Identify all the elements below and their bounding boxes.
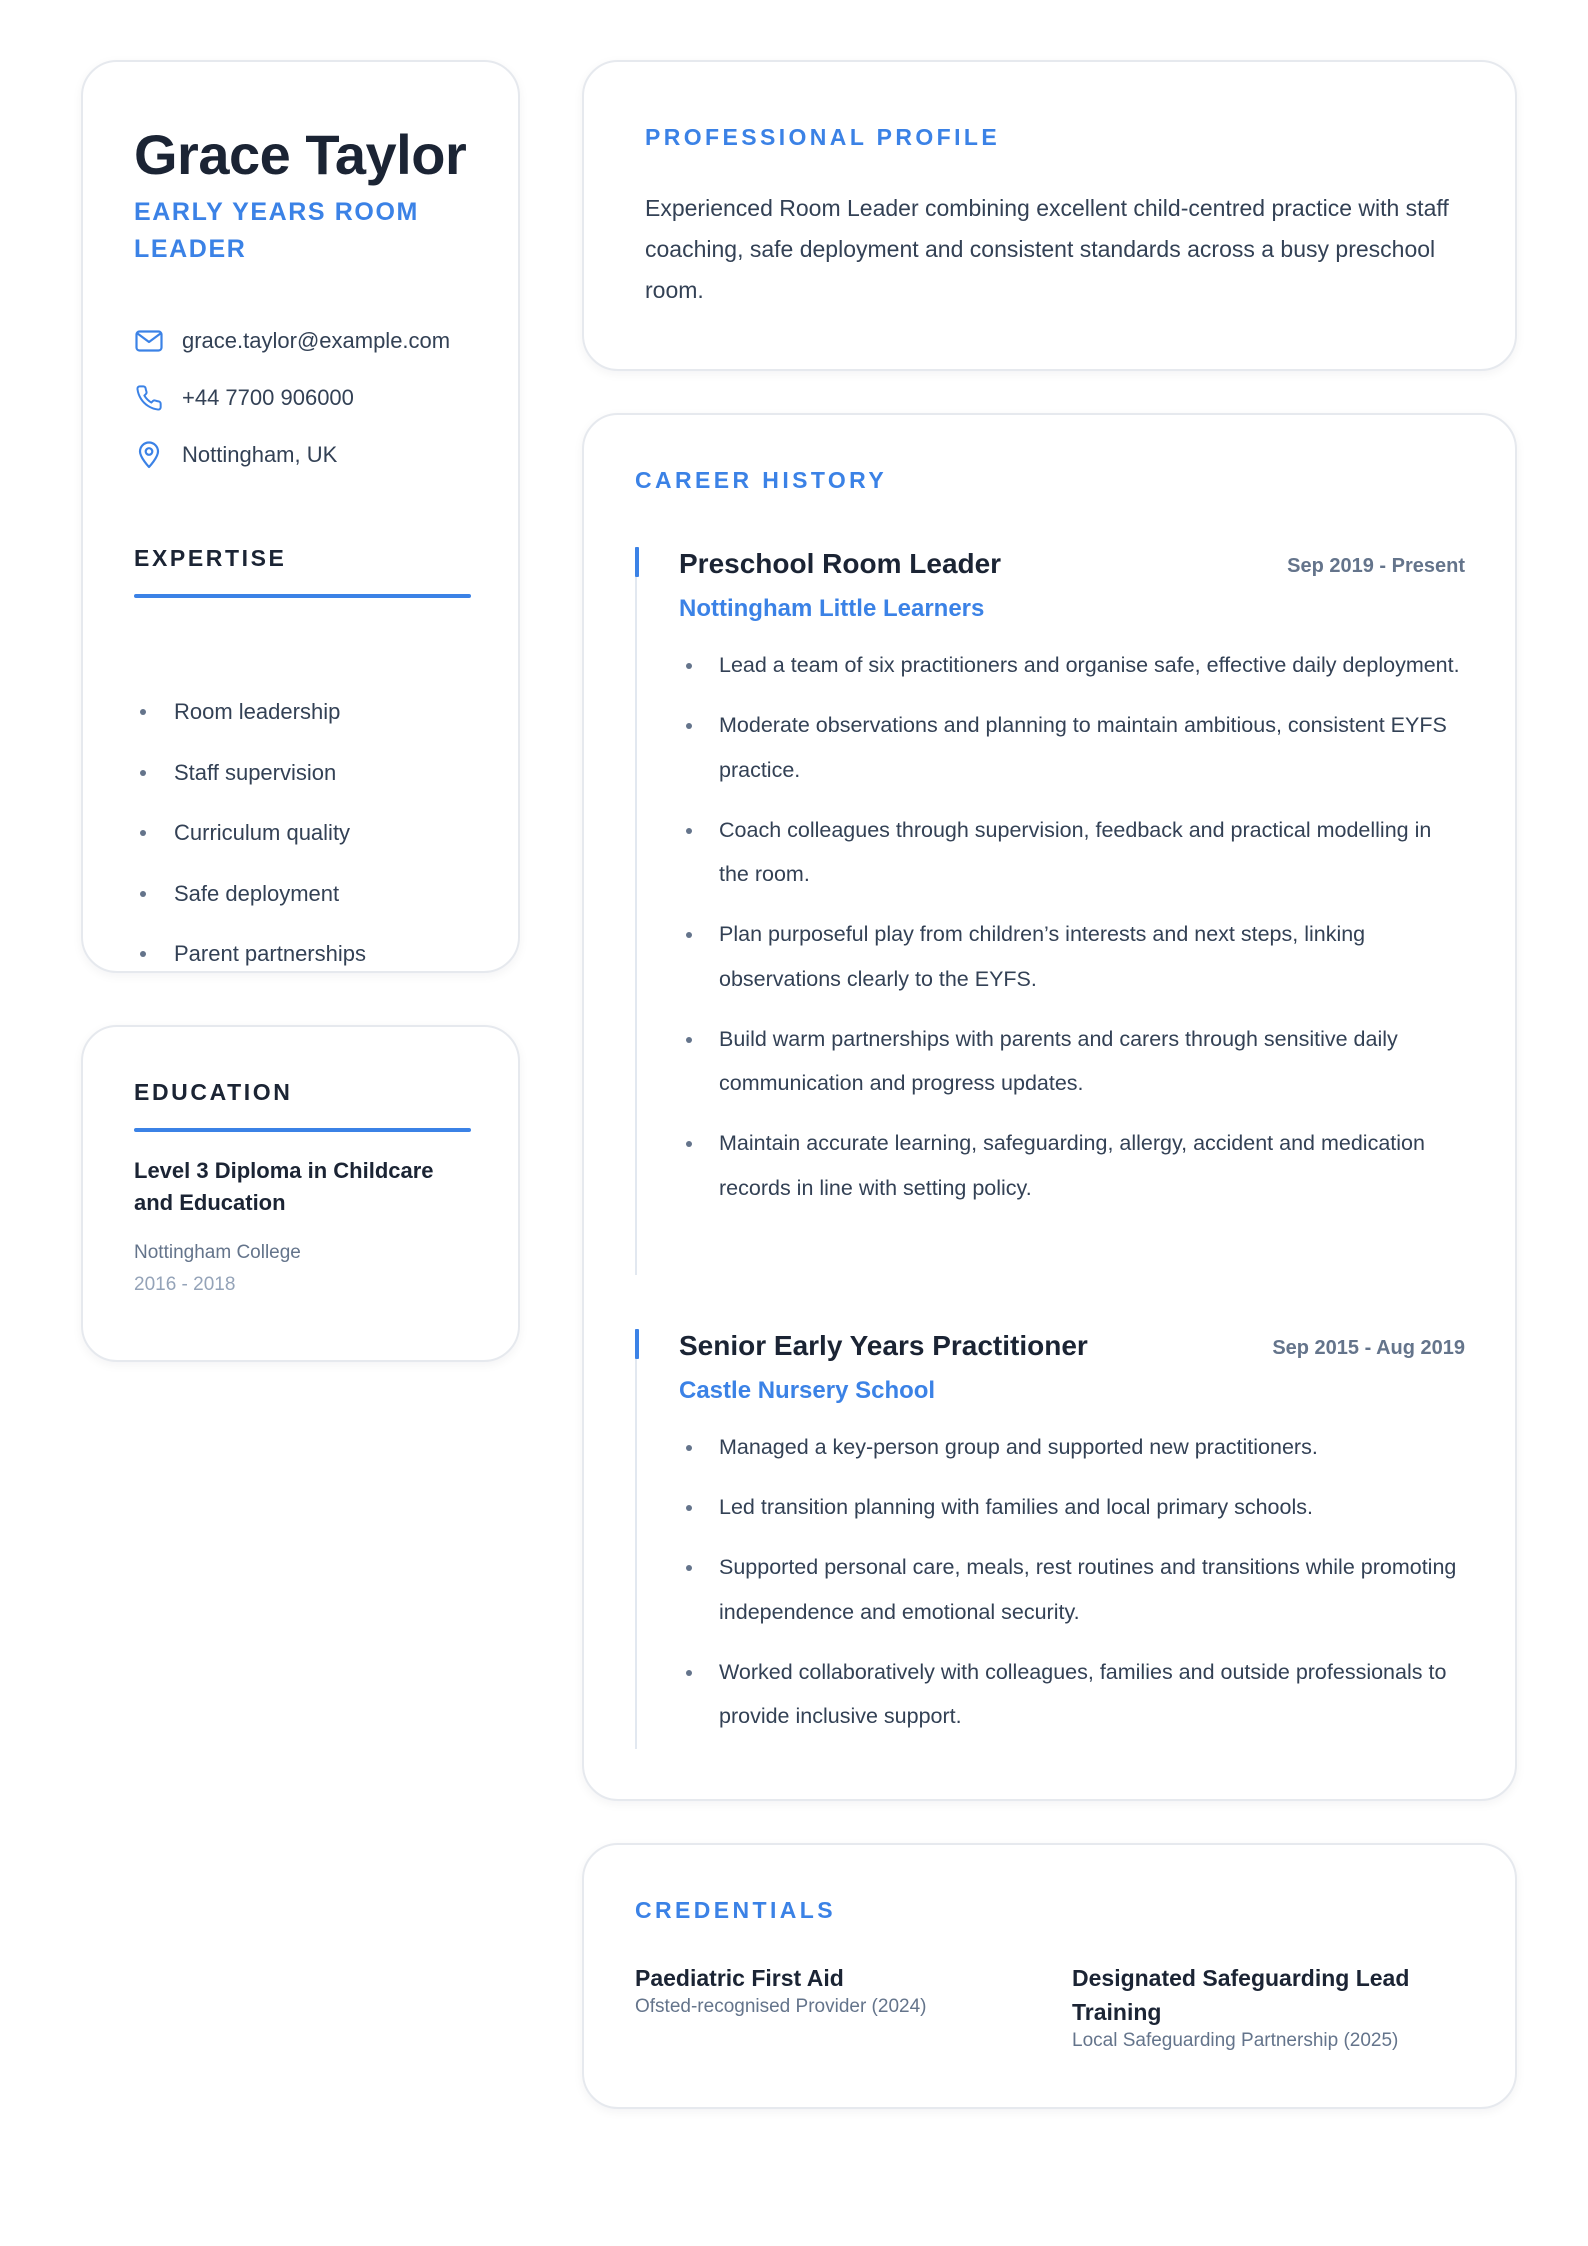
bullet-icon	[140, 951, 146, 957]
candidate-title: EARLY YEARS ROOM LEADER	[134, 198, 419, 263]
school-name: Nottingham College	[134, 1242, 301, 1263]
list-item	[134, 743, 366, 804]
education-years: 2016 - 2018	[134, 1274, 236, 1295]
bullet-icon	[686, 1505, 692, 1511]
list-item	[679, 912, 1465, 1001]
list-item	[134, 924, 366, 985]
bullet-text: Managed a key-person group and supported new practitioners.	[719, 1435, 1318, 1459]
list-item	[134, 682, 366, 743]
credentials-card	[582, 1843, 1517, 2109]
mail-icon	[134, 326, 164, 356]
skill-label: Curriculum quality	[174, 820, 351, 846]
skill-label: Staff supervision	[174, 759, 337, 785]
profile-heading: PROFESSIONAL PROFILE	[645, 124, 1001, 150]
timeline-marker	[635, 1329, 639, 1359]
list-item	[134, 803, 366, 864]
job-employer: Nottingham Little Learners	[679, 595, 985, 622]
list-item	[679, 643, 1465, 688]
job-bullets	[679, 643, 1465, 1226]
profile-card	[582, 60, 1517, 371]
job-employer: Castle Nursery School	[679, 1377, 936, 1404]
skill-label: Safe deployment	[174, 880, 340, 906]
list-item	[134, 864, 366, 925]
degree-title: Level 3 Diploma in Childcare and Education	[134, 1158, 434, 1215]
bullet-icon	[686, 932, 692, 938]
bullet-text: Build warm partnerships with parents and carers through sensitive daily communication and progress updates.	[719, 1026, 1398, 1095]
bullet-icon	[686, 1445, 692, 1451]
bullet-icon	[686, 828, 692, 834]
contact-phone[interactable]	[134, 382, 354, 414]
list-item	[679, 1650, 1465, 1739]
list-item	[679, 1121, 1465, 1210]
list-item	[679, 1545, 1465, 1634]
timeline-marker	[635, 547, 639, 577]
bullet-icon	[686, 663, 692, 669]
education-card	[81, 1025, 520, 1362]
bullet-icon	[686, 1565, 692, 1571]
bullet-icon	[140, 830, 146, 836]
bullet-icon	[686, 1141, 692, 1147]
bullet-text: Maintain accurate learning, safeguarding, allergy, accident and medication records in line with setting policy.	[719, 1131, 1425, 1200]
job-role: Preschool Room Leader	[679, 548, 1002, 579]
credential-item	[635, 1961, 1015, 2018]
career-heading: CAREER HISTORY	[635, 467, 888, 493]
education-heading: EDUCATION	[134, 1079, 293, 1105]
expertise-heading: EXPERTISE	[134, 545, 287, 571]
location-text: Nottingham, UK	[182, 442, 338, 467]
job-dates: Sep 2019 - Present	[1287, 555, 1465, 577]
job-entry	[635, 1329, 1465, 1749]
bullet-icon	[686, 1037, 692, 1043]
bullet-text: Worked collaboratively with colleagues, families and outside professionals to provide inclusive support.	[719, 1659, 1447, 1728]
credentials-heading: CREDENTIALS	[635, 1897, 836, 1923]
timeline-rail	[635, 1329, 637, 1749]
list-item	[679, 1017, 1465, 1106]
list-item	[679, 1485, 1465, 1530]
bullet-icon	[140, 709, 146, 715]
credential-issuer: Ofsted-recognised Provider (2024)	[635, 1996, 927, 2017]
email-text: grace.taylor@example.com	[182, 328, 451, 353]
bullet-text: Plan purposeful play from children’s interests and next steps, linking observations clearly to the EYFS.	[719, 922, 1366, 991]
list-item	[679, 808, 1465, 897]
job-role: Senior Early Years Practitioner	[679, 1330, 1088, 1361]
job-entry	[635, 547, 1465, 1275]
career-card	[582, 413, 1517, 1801]
credential-name: Designated Safeguarding Lead Training	[1072, 1965, 1410, 2025]
bullet-text: Supported personal care, meals, rest routines and transitions while promoting independence and emotional security.	[719, 1555, 1457, 1624]
contact-email[interactable]	[134, 325, 450, 357]
bullet-icon	[686, 1670, 692, 1676]
bullet-text: Coach colleagues through supervision, feedback and practical modelling in the room.	[719, 817, 1432, 886]
map-pin-icon	[134, 440, 164, 470]
phone-text: +44 7700 906000	[182, 385, 354, 410]
timeline-rail	[635, 547, 637, 1275]
expertise-list	[134, 682, 366, 985]
job-bullets	[679, 1425, 1465, 1754]
contact-location	[134, 439, 337, 471]
identity-card	[81, 60, 520, 973]
credential-issuer: Local Safeguarding Partnership (2025)	[1072, 2030, 1399, 2051]
credential-item	[1072, 1961, 1452, 2052]
bullet-icon	[140, 770, 146, 776]
job-dates: Sep 2015 - Aug 2019	[1272, 1337, 1465, 1359]
skill-label: Room leadership	[174, 699, 341, 725]
credential-name: Paediatric First Aid	[635, 1965, 844, 1991]
list-item	[679, 1425, 1465, 1470]
bullet-icon	[686, 723, 692, 729]
bullet-text: Moderate observations and planning to maintain ambitious, consistent EYFS practice.	[719, 713, 1447, 782]
profile-summary: Experienced Room Leader combining excellent child-centred practice with staff coaching, safe deployment and consistent standards across a busy preschool room.	[645, 195, 1449, 303]
phone-icon	[134, 383, 164, 413]
bullet-text: Lead a team of six practitioners and organise safe, effective daily deployment.	[719, 653, 1460, 677]
list-item	[679, 703, 1465, 792]
education-divider	[134, 1128, 471, 1132]
skill-label: Parent partnerships	[174, 941, 366, 967]
bullet-icon	[140, 891, 146, 897]
candidate-name: Grace Taylor	[134, 123, 467, 186]
expertise-divider	[134, 594, 471, 598]
bullet-text: Led transition planning with families and local primary schools.	[719, 1495, 1313, 1519]
